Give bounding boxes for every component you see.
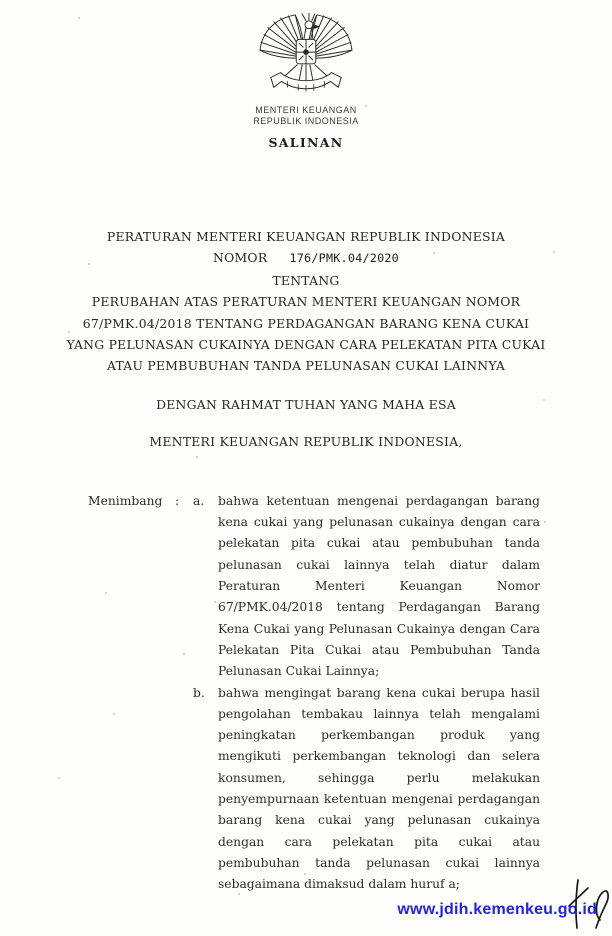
subject-line: PERUBAHAN ATAS PERATURAN MENTERI KEUANGAN NOMOR <box>91 294 521 310</box>
copy-stamp-label: SALINAN <box>268 135 344 150</box>
nomor-value: 176/PMK.04/2020 <box>289 251 399 266</box>
tentang-label: TENTANG <box>272 272 340 288</box>
considering-colon: : <box>175 493 180 508</box>
scan-speck <box>113 713 115 715</box>
considering-label: Menimbang <box>88 493 163 508</box>
item-marker: a. <box>193 493 205 508</box>
invocation-line: DENGAN RAHMAT TUHAN YANG MAHA ESA <box>156 396 456 412</box>
scan-speck <box>553 251 555 253</box>
regulation-number-line <box>0 247 612 269</box>
considering-section <box>88 491 540 896</box>
scan-speck <box>88 263 90 265</box>
ministry-line1: MENTERI KEUANGAN <box>255 105 357 115</box>
scan-speck <box>304 873 306 875</box>
jdih-watermark-url: www.jdih.kemenkeu.go.id <box>397 901 597 918</box>
scan-speck <box>183 653 185 655</box>
item-marker: b. <box>193 685 205 700</box>
scan-speck <box>105 592 107 594</box>
subject-line: ATAU PEMBUBUHAN TANDA PELUNASAN CUKAI LAINNYA <box>106 358 506 374</box>
handwritten-ink-marks <box>566 876 612 934</box>
subject-line: YANG PELUNASAN CUKAINYA DENGAN CARA PELEKATAN PITA CUKAI <box>66 337 546 353</box>
nomor-label: NOMOR <box>213 250 268 266</box>
item-text: bahwa ketentuan mengenai perdagangan barang kena cukai yang pelunasan cukainya dengan cara pelekatan pita cukai atau pembubuhan tanda pelunasan cukai lainnya telah diatur dalam Peraturan Menteri Keuangan Nomor 67/PMK.04/2018 tentang Perdagangan Barang Kena Cukai yang Pelunasan Cukainya dengan Cara Pelekatan Pita Cukai atau Pembubuhan Tanda Pelunasan Cukai Lainnya; <box>218 493 540 679</box>
scan-speck <box>365 105 367 107</box>
garuda-pancasila-emblem-icon <box>255 13 357 99</box>
scan-speck <box>238 893 240 895</box>
item-text: bahwa mengingat barang kena cukai berupa hasil pengolahan tembakau lainnya telah mengalami peningkatan perkembangan produk yang mengikuti perkembangan teknologi dan selera konsumen, sehingga perlu melakukan penyempurnaan ketentuan mengenai perdagangan barang kena cukai yang pelunasan cukainya dengan cara pelekatan pita cukai atau pembubuhan tanda pelunasan cukai lainnya sebagaimana dimaksud dalam huruf a; <box>218 685 540 892</box>
considering-items <box>193 491 540 896</box>
letterhead <box>0 0 612 150</box>
scan-speck <box>68 331 70 333</box>
subject-line: 67/PMK.04/2018 TENTANG PERDAGANGAN BARANG KENA CUKAI <box>82 315 530 331</box>
regulation-title-line: PERATURAN MENTERI KEUANGAN REPUBLIK INDONESIA <box>106 229 506 244</box>
scan-speck <box>543 399 545 401</box>
ministry-line2: REPUBLIK INDONESIA <box>253 115 359 126</box>
scan-speck <box>214 601 216 603</box>
considering-item-b <box>193 683 540 896</box>
authority-line: MENTERI KEUANGAN REPUBLIK INDONESIA, <box>149 433 463 449</box>
scan-speck <box>433 252 435 254</box>
ministry-name <box>0 105 612 126</box>
regulation-title-block <box>0 226 612 377</box>
scan-speck <box>544 521 546 523</box>
scan-speck <box>58 777 60 779</box>
scan-speck <box>196 456 198 458</box>
considering-item-a <box>193 491 540 683</box>
scan-speck <box>78 17 80 19</box>
